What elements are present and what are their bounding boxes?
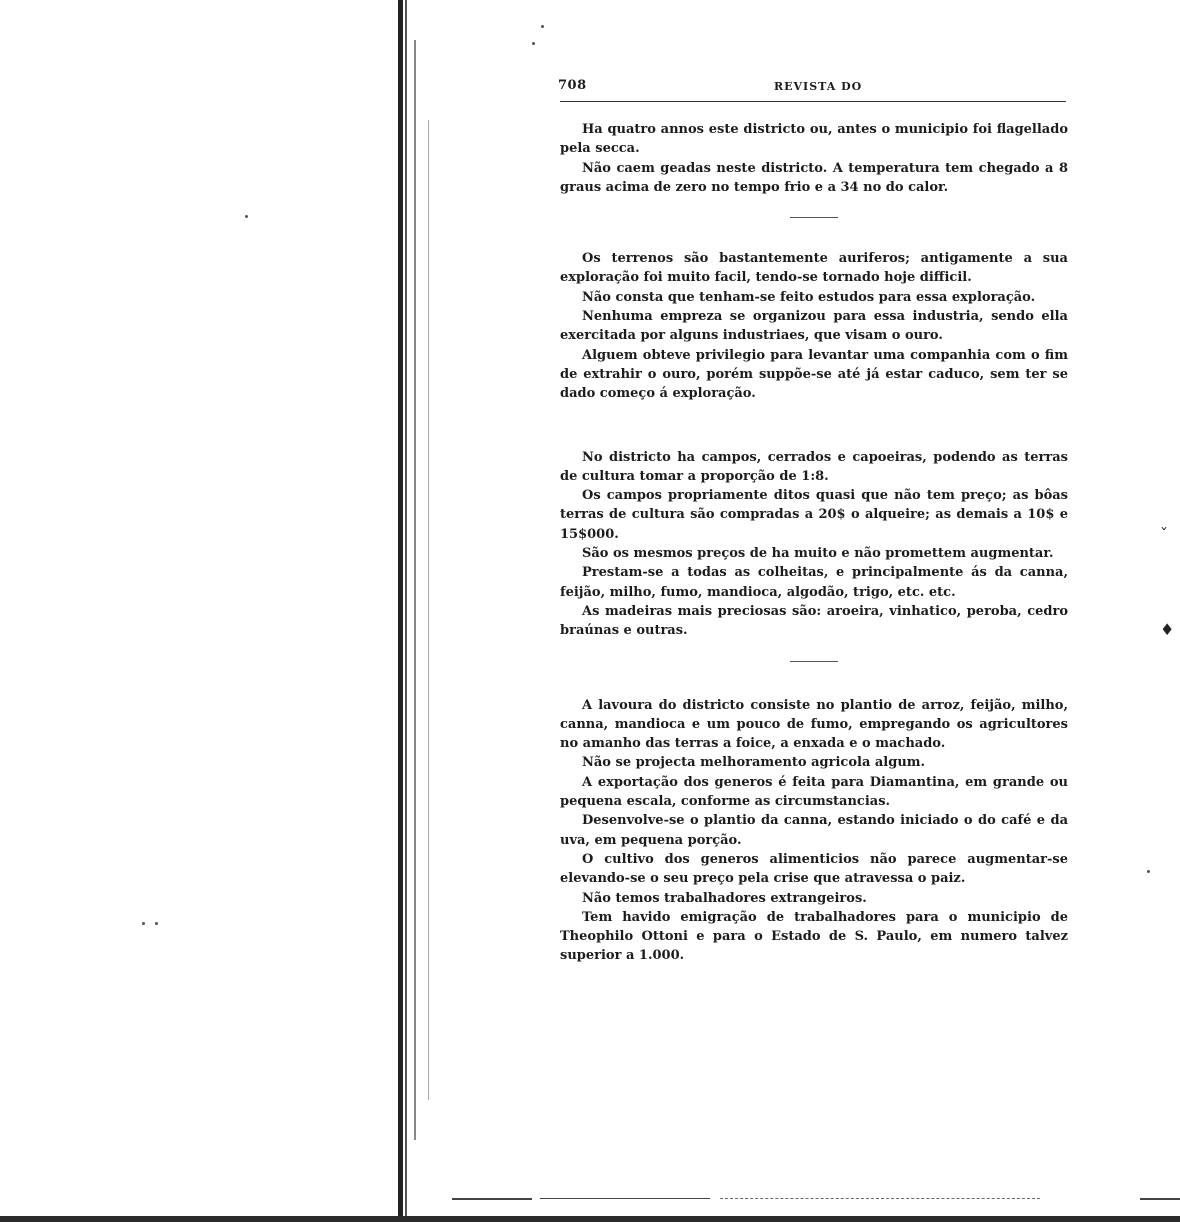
footer-rule [1140, 1198, 1180, 1200]
section-divider [790, 661, 838, 662]
paragraph: Não consta que tenham-se feito estudos para essa exploração. [582, 289, 1036, 305]
running-head: REVISTA DO [774, 80, 863, 93]
binding-gutter [392, 0, 442, 1222]
page-bottom-edge [0, 1216, 1180, 1222]
paragraph: Não se projecta melhoramento agricola algum. [582, 755, 926, 771]
section-climate [560, 120, 1068, 197]
gutter-shadow-line [398, 0, 403, 1222]
paragraph: As madeiras mais preciosas são: aroeira, vinhatico, peroba, cedro braúnas e outras. [560, 603, 1068, 639]
paragraph: A exportação dos generos é feita para Diamantina, em grande ou pequena escala, conforme as circumstancias. [560, 774, 1068, 810]
gutter-shadow-line [405, 0, 407, 1222]
section-divider [790, 217, 838, 218]
page-header [558, 78, 1066, 100]
margin-mark: ˇ [1160, 525, 1168, 544]
section-mining [560, 249, 1068, 403]
paragraph: Tem havido emigração de trabalhadores para o municipio de Theophilo Ottoni e para o Estado de S. Paulo, em numero talvez superior a 1.000. [560, 909, 1068, 964]
footer-rule [452, 1198, 532, 1200]
scan-speck [155, 922, 158, 925]
paragraph: Nenhuma empreza se organizou para essa industria, sendo ella exercitada por alguns industriaes, que visam o ouro. [560, 309, 1068, 344]
gutter-shadow-line [428, 120, 429, 1100]
paragraph: São os mesmos preços de ha muito e não promettem augmentar. [582, 546, 1054, 562]
paragraph: Não temos trabalhadores extrangeiros. [582, 890, 867, 906]
section-land [560, 448, 1068, 641]
section-gap [560, 404, 1068, 448]
paragraph: A lavoura do districto consiste no plantio de arroz, feijão, milho, canna, mandioca e um pouco de fumo, empregando os agricultores no amanho das terras a foice, a enxada e o machado. [560, 697, 1068, 752]
margin-mark: ♦ [1160, 620, 1175, 639]
page-body [560, 120, 1068, 966]
paragraph: O cultivo dos generos alimenticios não parece augmentar-se elevando-se o seu preço pela crise que atravessa o paiz. [560, 851, 1068, 887]
scan-speck [541, 25, 544, 28]
paragraph: No districto ha campos, cerrados e capoeiras, podendo as terras de cultura tomar a proporção de 1:8. [560, 449, 1068, 484]
paragraph: Alguem obteve privilegio para levantar uma companhia com o fim de extrahir o ouro, porém suppõe-se até já estar caduco, sem ter se dado começo á exploração. [560, 347, 1068, 402]
section-agriculture [560, 696, 1068, 966]
paragraph: Os terrenos são bastantemente auriferos; antigamente a sua exploração foi muito facil, tendo-se tornado hoje difficil. [560, 251, 1068, 286]
footer-rule [720, 1198, 1040, 1199]
paragraph: Os campos propriamente ditos quasi que não tem preço; as bôas terras de cultura são compradas a 20$ o alqueire; as demais a 10$ e 15$000. [560, 488, 1068, 542]
footer-rule [540, 1198, 710, 1199]
scan-speck [1147, 870, 1150, 873]
scan-speck [142, 922, 145, 925]
paragraph: Não caem geadas neste districto. A temperatura tem chegado a 8 graus acima de zero no tempo frio e a 34 no do calor. [560, 160, 1068, 195]
paragraph: Desenvolve-se o plantio da canna, estando iniciado o do café e da uva, em pequena porção. [560, 813, 1068, 848]
page-number: 708 [558, 78, 587, 93]
paragraph: Prestam-se a todas as colheitas, e principalmente ás da canna, feijão, milho, fumo, mandioca, algodão, trigo, etc. etc. [560, 565, 1068, 600]
header-rule [560, 101, 1066, 102]
scan-speck [532, 42, 535, 45]
paragraph: Ha quatro annos este districto ou, antes o municipio foi flagellado pela secca. [560, 122, 1068, 157]
gutter-shadow-line [414, 40, 416, 1140]
scan-speck [245, 215, 248, 218]
